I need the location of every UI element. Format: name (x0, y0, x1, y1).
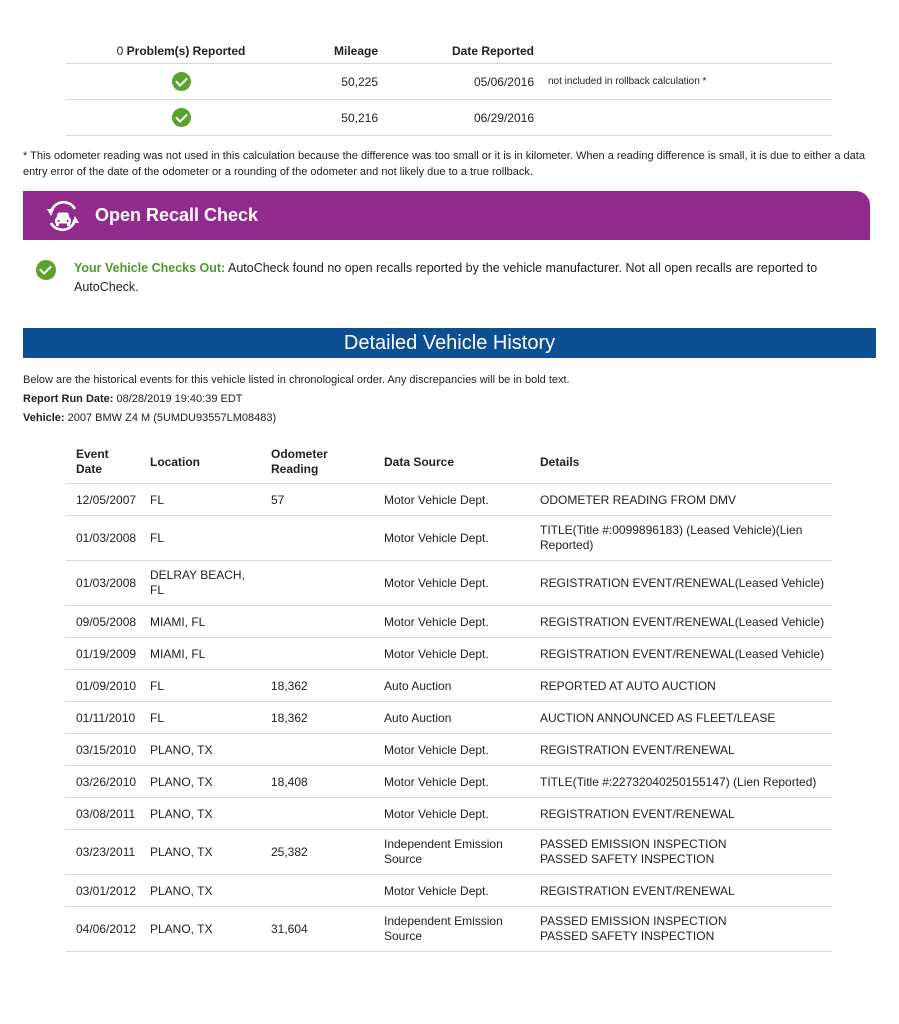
history-row: 04/06/2012 PLANO, TX 31,604 Independent Emission Source PASSED EMISSION INSPECTION PASSED SAFETY INSPECTION (66, 907, 832, 952)
mileage-header: Mileage (333, 43, 378, 58)
recall-car-icon (43, 196, 83, 236)
history-intro (23, 371, 570, 428)
intro-text: Below are the historical events for this vehicle listed in chronological order. Any discrepancies will be in bold text. (23, 374, 570, 386)
check-circle-icon (172, 108, 191, 127)
mileage-value: 50,225 (341, 74, 378, 89)
check-circle-icon (172, 72, 191, 91)
date-value: 05/06/2016 (473, 74, 534, 89)
col-odometer: Odometer Reading (271, 446, 328, 476)
history-row: 03/23/2011 PLANO, TX 25,382 Independent Emission Source PASSED EMISSION INSPECTION PASSED SAFETY INSPECTION (66, 830, 832, 875)
odometer-table-header (66, 38, 832, 64)
history-row: 03/01/2012 PLANO, TX Motor Vehicle Dept. REGISTRATION EVENT/RENEWAL (66, 875, 832, 907)
history-row: 01/03/2008 DELRAY BEACH, FL Motor Vehicle Dept. REGISTRATION EVENT/RENEWAL(Leased Vehicle) (66, 561, 832, 606)
date-value: 06/29/2016 (473, 110, 534, 125)
odometer-note: not included in rollback calculation * (548, 76, 707, 87)
odometer-footnote: * This odometer reading was not used in this calculation because the difference was too small or it is in kilometer. When a reading difference is small, it is due to either a data entry error of the date of the odometer or a rounding of the odometer and not likely due to a true rollback. (23, 150, 865, 178)
check-circle-icon (36, 260, 56, 280)
history-row: 12/05/2007 FL 57 Motor Vehicle Dept. ODOMETER READING FROM DMV (66, 484, 832, 516)
recall-text: AutoCheck found no open recalls reported by the vehicle manufacturer. Not all open recalls are reported to AutoCheck. (74, 261, 818, 294)
recall-message (36, 259, 856, 297)
history-table (66, 440, 832, 952)
problems-header: 0 Problem(s) Reported (116, 43, 246, 58)
history-row: 03/08/2011 PLANO, TX Motor Vehicle Dept. REGISTRATION EVENT/RENEWAL (66, 798, 832, 830)
history-row: 09/05/2008 MIAMI, FL Motor Vehicle Dept. REGISTRATION EVENT/RENEWAL(Leased Vehicle) (66, 606, 832, 638)
recall-title: Open Recall Check (95, 205, 259, 225)
open-recall-banner (23, 191, 870, 240)
col-details: Details (540, 454, 580, 469)
history-table-header (66, 440, 832, 484)
detailed-history-title: Detailed Vehicle History (23, 328, 876, 358)
odometer-row (66, 64, 832, 100)
report-run-date: Report Run Date: 08/28/2019 19:40:39 EDT (23, 393, 243, 405)
col-event-date: Event Date (76, 446, 109, 476)
recall-lead: Your Vehicle Checks Out: (74, 261, 226, 275)
col-location: Location (150, 454, 200, 469)
col-data-source: Data Source (384, 454, 455, 469)
history-row: 03/15/2010 PLANO, TX Motor Vehicle Dept. REGISTRATION EVENT/RENEWAL (66, 734, 832, 766)
date-reported-header: Date Reported (451, 43, 534, 58)
vehicle-info: Vehicle: 2007 BMW Z4 M (5UMDU93557LM08483) (23, 412, 277, 424)
history-row: 01/03/2008 FL Motor Vehicle Dept. TITLE(Title #:0099896183) (Leased Vehicle)(Lien Reported) (66, 516, 832, 561)
history-row: 01/19/2009 MIAMI, FL Motor Vehicle Dept. REGISTRATION EVENT/RENEWAL(Leased Vehicle) (66, 638, 832, 670)
odometer-row (66, 100, 832, 136)
history-row: 01/11/2010 FL 18,362 Auto Auction AUCTION ANNOUNCED AS FLEET/LEASE (66, 702, 832, 734)
mileage-value: 50,216 (341, 110, 378, 125)
odometer-table (66, 38, 832, 136)
history-row: 03/26/2010 PLANO, TX 18,408 Motor Vehicle Dept. TITLE(Title #:22732040250155147) (Lien Reported) (66, 766, 832, 798)
history-row: 01/09/2010 FL 18,362 Auto Auction REPORTED AT AUTO AUCTION (66, 670, 832, 702)
